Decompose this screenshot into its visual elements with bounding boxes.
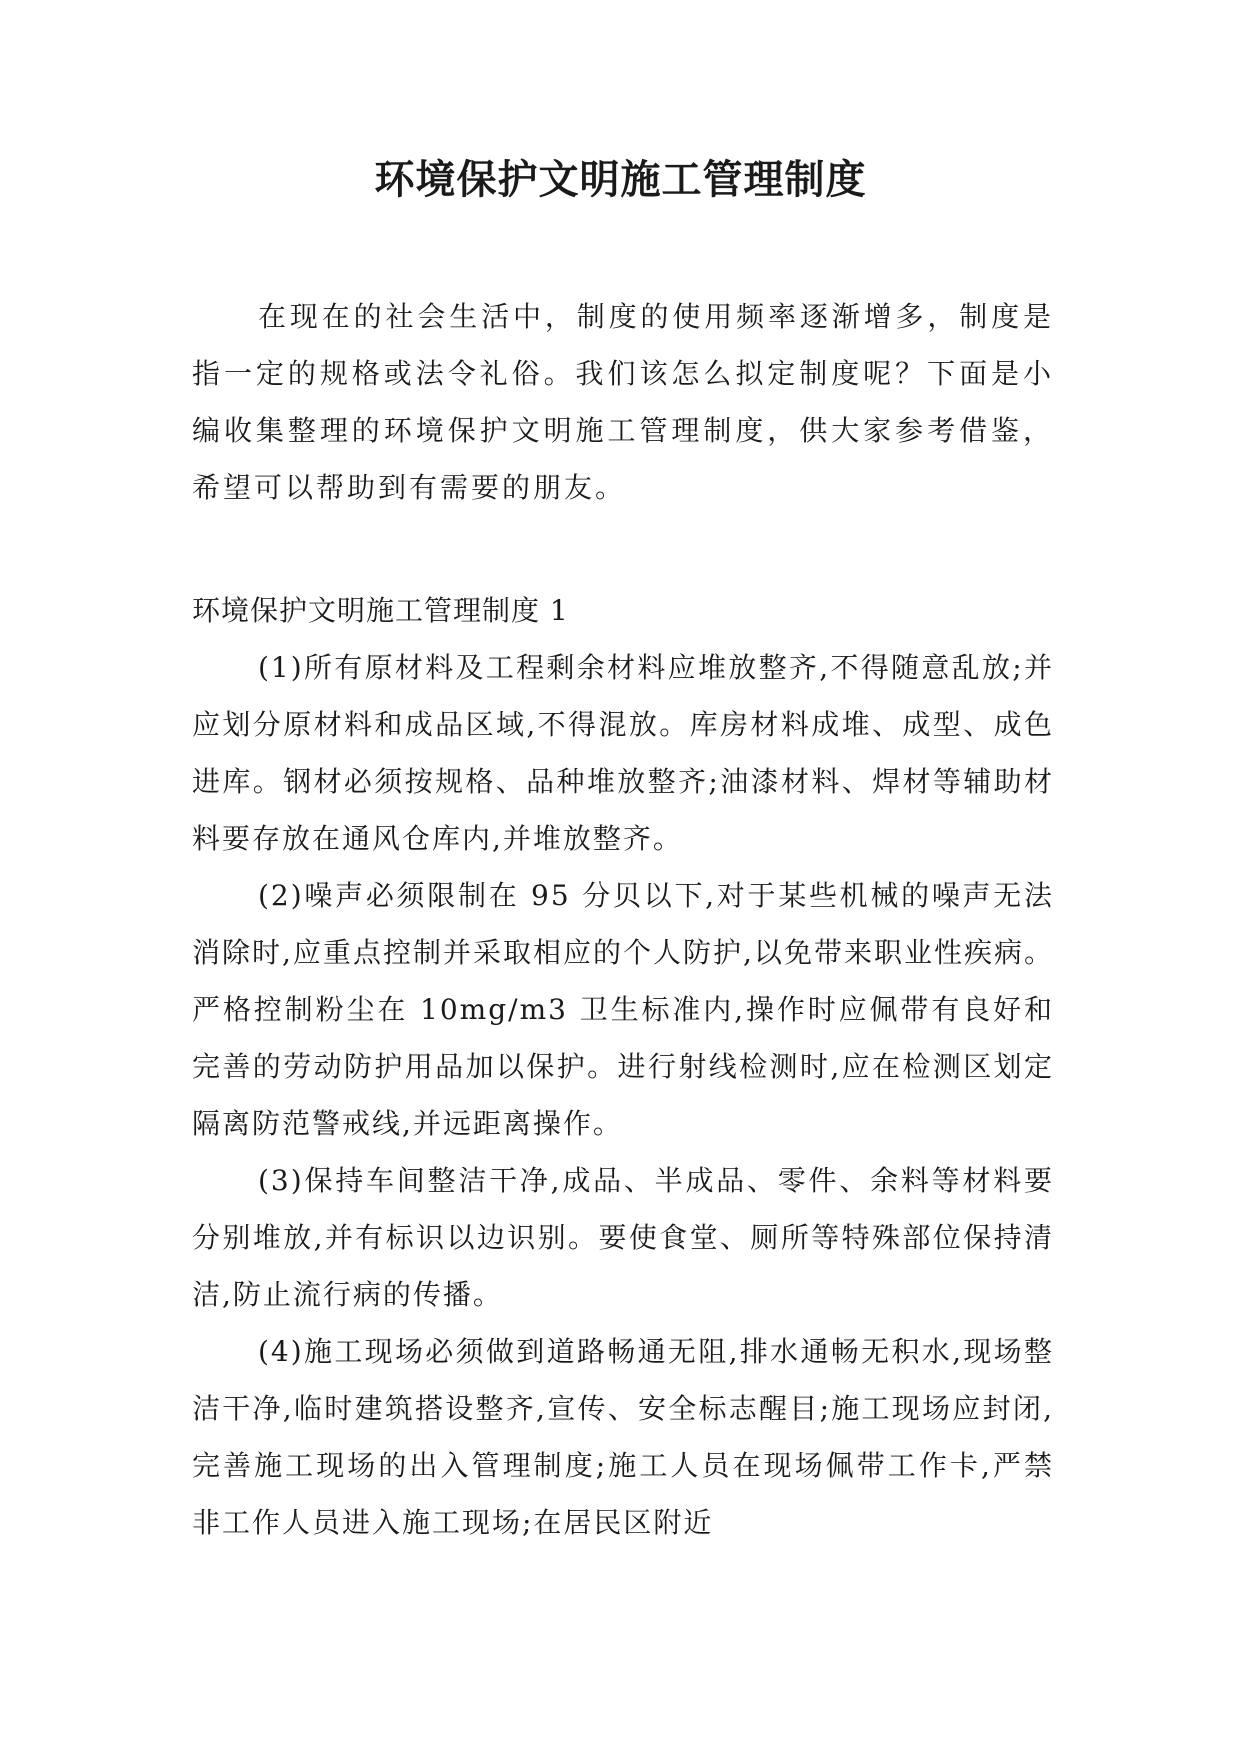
intro-paragraph: 在现在的社会生活中，制度的使用频率逐渐增多，制度是指一定的规格或法令礼俗。我们该怎么拟定制度呢？下面是小编收集整理的环境保护文明施工管理制度，供大家参考借鉴，希望可以帮助到有需要的朋友。 <box>192 300 1054 504</box>
body-paragraph-3: (3)保持车间整洁干净,成品、半成品、零件、余料等材料要分别堆放,并有标识以边识别。要使食堂、厕所等特殊部位保持清洁,防止流行病的传播。 <box>192 1164 1054 1311</box>
body-paragraph-2: (2)噪声必须限制在 95 分贝以下,对于某些机械的噪声无法消除时,应重点控制并采取相应的个人防护,以免带来职业性疾病。严格控制粉尘在 10mg/m3 卫生标准内,操作时应佩带有良好和完善的劳动防护用品加以保护。进行射线检测时,应在检测区划定隔离防范警戒线,并远距离操作。 <box>192 879 1054 1140</box>
document-title: 环境保护文明施工管理制度 <box>374 157 867 203</box>
document-body <box>192 582 1054 1551</box>
body-paragraph-4: (4)施工现场必须做到道路畅通无阻,排水通畅无积水,现场整洁干净,临时建筑搭设整齐,宣传、安全标志醒目;施工现场应封闭,完善施工现场的出入管理制度;施工人员在现场佩带工作卡,严禁非工作人员进入施工现场;在居民区附近 <box>192 1335 1054 1539</box>
body-paragraph-1: (1)所有原材料及工程剩余材料应堆放整齐,不得随意乱放;并应划分原材料和成品区域,不得混放。库房材料成堆、成型、成色进库。钢材必须按规格、品种堆放整齐;油漆材料、焊材等辅助材料要存放在通风仓库内,并堆放整齐。 <box>192 651 1054 855</box>
section-heading: 环境保护文明施工管理制度 1 <box>192 594 569 627</box>
